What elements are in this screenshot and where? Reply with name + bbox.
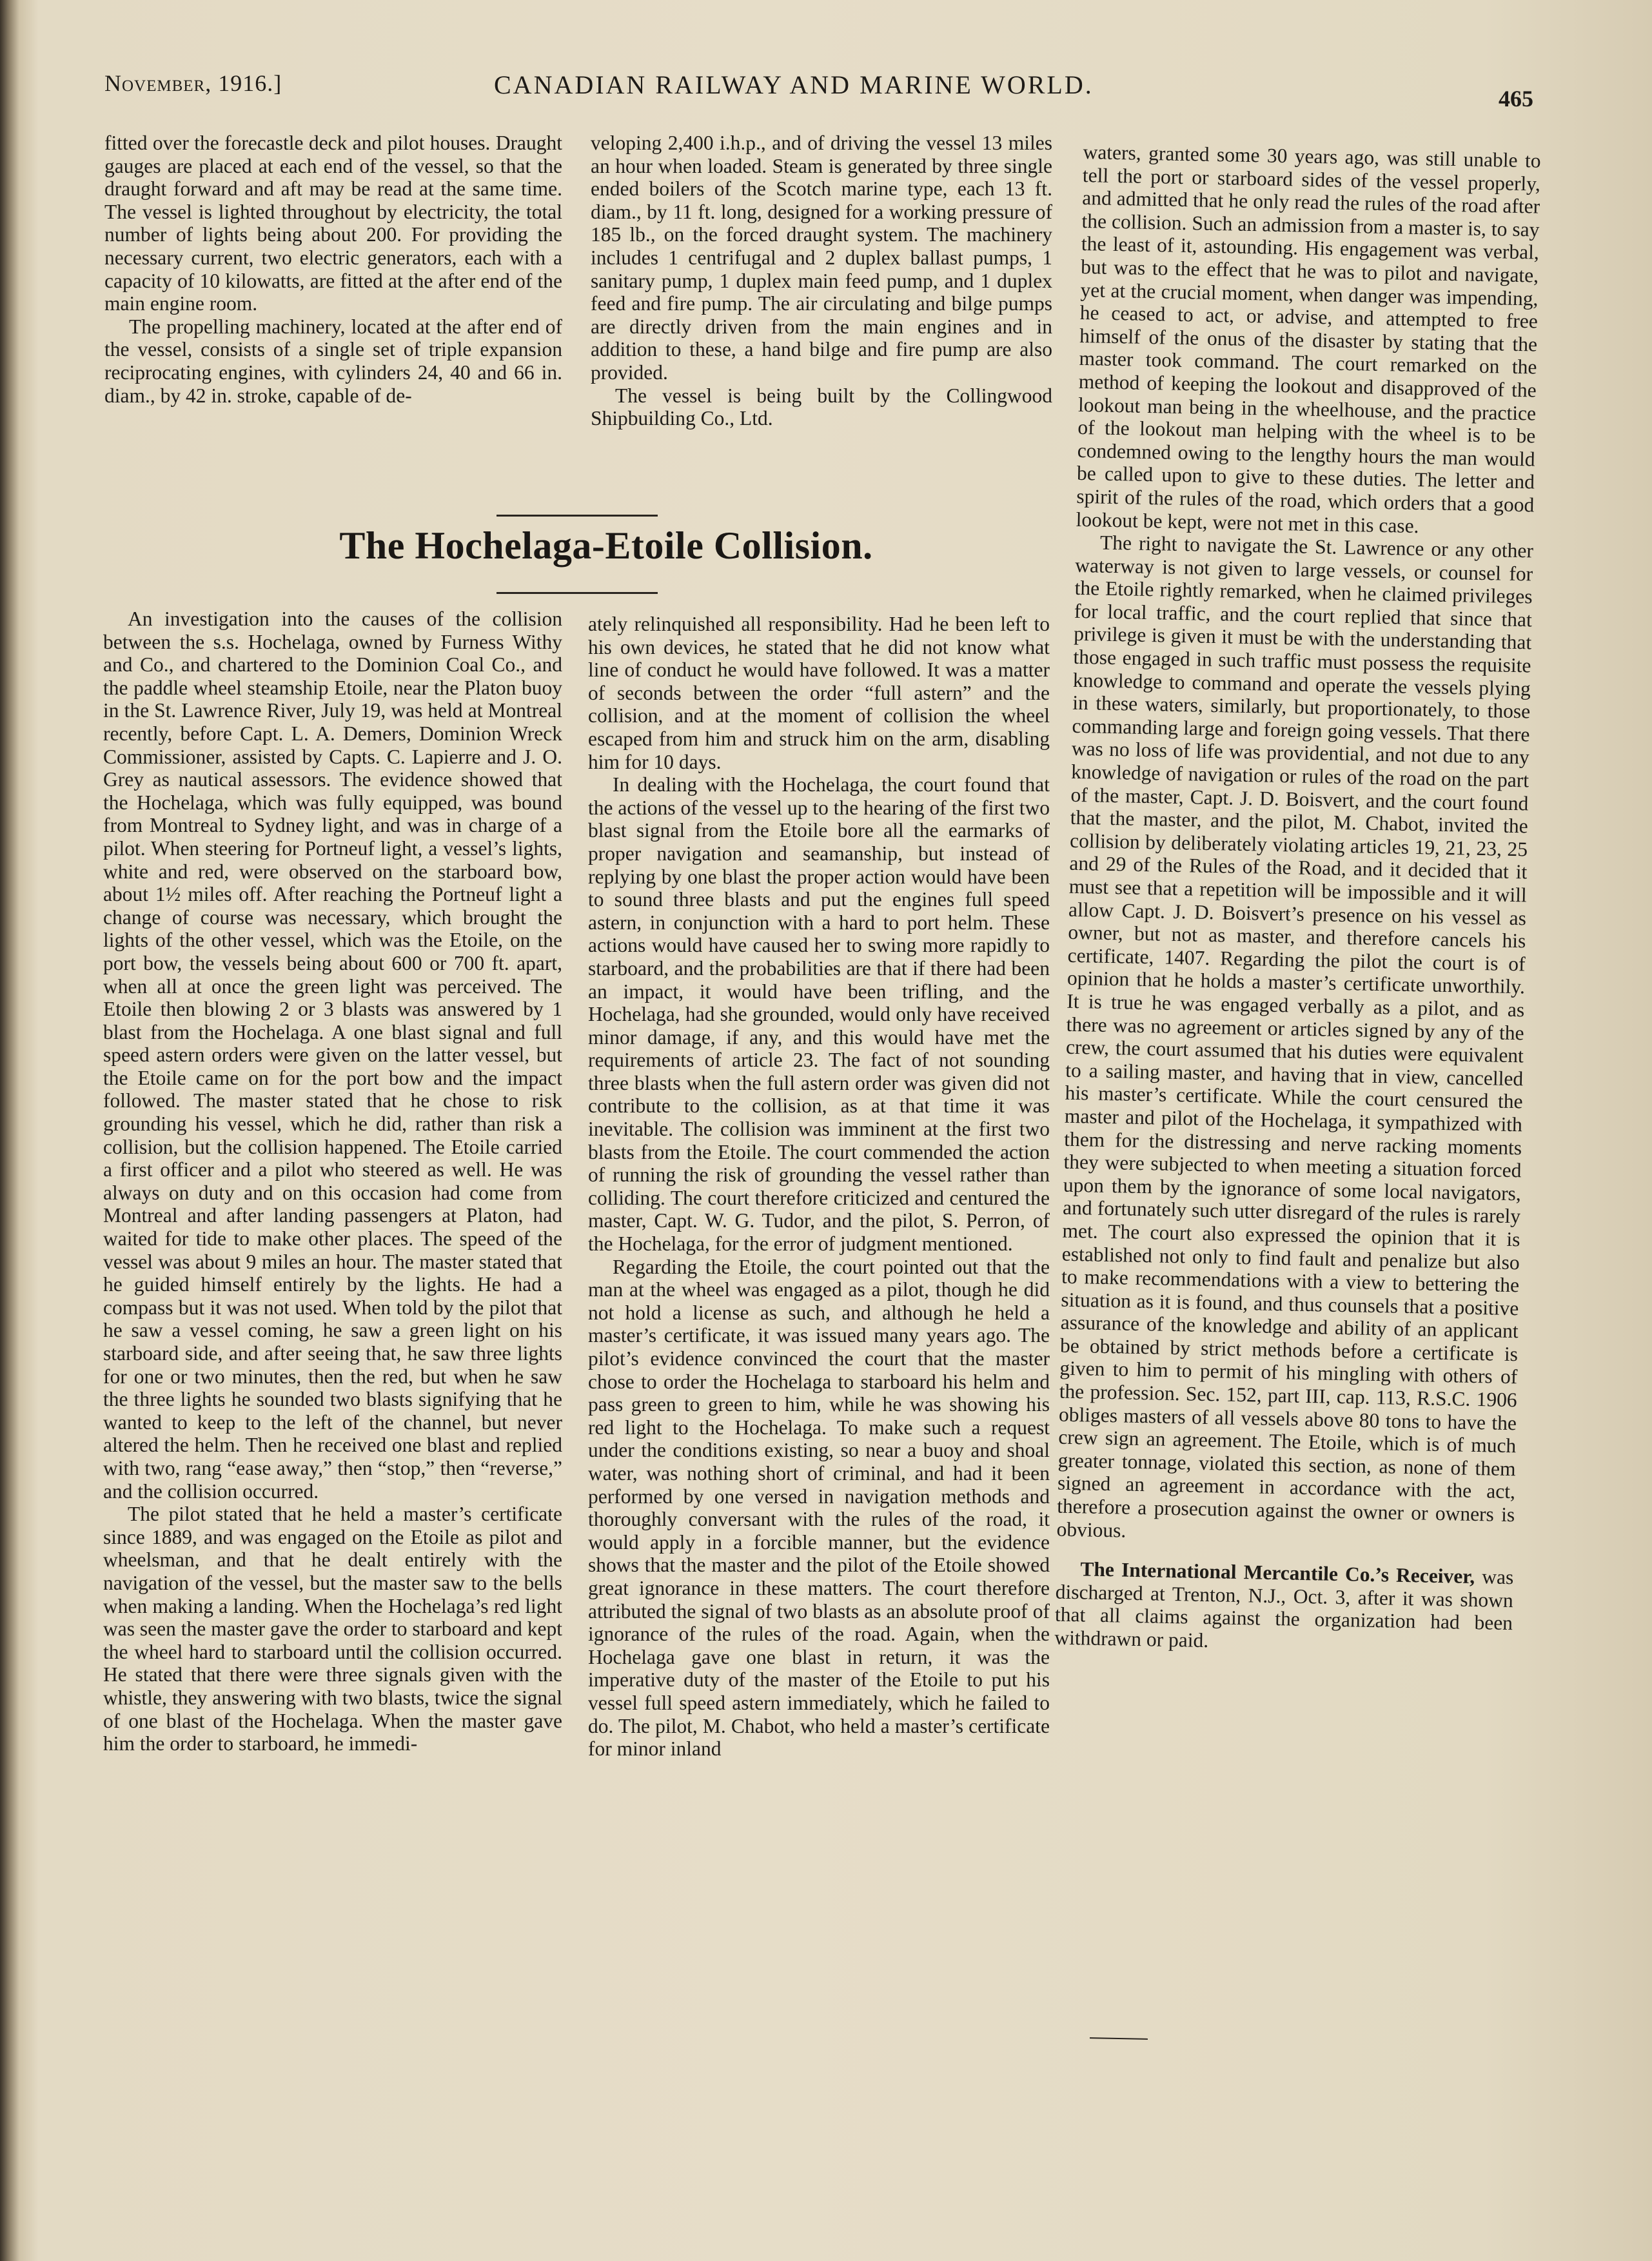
news-brief-text: was discharged at Trenton, N.J., Oct. 3, after it was shown that all claims against the organization had been withdrawn or paid. bbox=[1054, 1565, 1514, 1652]
paragraph: The propelling machinery, located at the after end of the vessel, consists of a single set of triple expansion reciprocating engines, with cylinders 24, 40 and 66 in. diam., by 42 in. stroke, capable of de- bbox=[104, 315, 562, 407]
paragraph: An investigation into the causes of the collision between the s.s. Hochelaga, owned by Furness Withy and Co., and chartered to the Dominion Coal Co., and the paddle wheel steamship Etoile, near the Platon buoy in the St. Lawrence River, July 19, was held at Montreal recently, before Capt. L. A. Demers, Dominion Wreck Commissioner, assisted by Capts. C. Lapierre and J. O. Grey as nautical assessors. The evidence showed that the Hochelaga, which was fully equipped, was bound from Montreal to Sydney light, and was in charge of a pilot. When steering for Portneuf light, a vessel’s lights, white and red, were observed on the starboard bow, about 1½ miles off. After reaching the Portneuf light a change of course was necessary, which brought the lights of the other vessel, which was the Etoile, on the port bow, the vessels being about 600 or 700 ft. apart, when all at once the green light was perceived. The Etoile then blowing 2 or 3 blasts was answered by 1 blast from the Hochelaga. A one blast signal and full speed astern orders were given on the latter vessel, but the Etoile came on for the port bow and the impact followed. The master stated that he chose to risk grounding his vessel, which he did, rather than risk a collision, but the collision happened. The Etoile carried a first officer and a pilot who steered as well. He was always on duty and on this occasion had come from Montreal and after landing passengers at Platon, had waited for tide to make other places. The speed of the vessel was about 9 miles an hour. The master stated that he guided himself entirely by the lights. He had a compass but it was not used. When told by the pilot that he saw a vessel coming, he saw a green light on his starboard side, and after seeing that, he saw three lights for one or two minutes, then the red, but when he saw the three lights he sounded two blasts signifying that he wanted to keep to the left of the channel, but never altered the helm. Then he received one blast and replied with two, rang “ease away,” then “stop,” then “reverse,” and the collision occurred. bbox=[103, 607, 562, 1503]
journal-title: CANADIAN RAILWAY AND MARINE WORLD. bbox=[494, 70, 1094, 99]
page-number: 465 bbox=[1499, 86, 1533, 112]
paragraph: The right to navigate the St. Lawrence or any other waterway is not given to large vessels, or counsel for the Etoile rightly remarked, when he claimed privileges for local traffic, and the court replied that since that privilege is given it must be with the understanding that those engaged in such traffic must possess the requisite knowledge to command and operate the vessels plying in these waters, similarly, but proportionately, to those commanding large and foreign going vessels. That there was no loss of life was providential, and not due to any knowledge of navigation or rules of the road on the part of the master, Capt. J. D. Boisvert, and the court found that the master, and the pilot, M. Chabot, invited the collision by deliberately violating articles 19, 21, 23, 25 and 29 of the Rules of the Road, and it decided that it must see that a repetition will be impossible and it will allow Capt. J. D. Boisvert’s presence on his vessel as owner, but not as master, and therefore cancels his certificate, 1407. Regarding the pilot the court is of opinion that he holds a master’s certificate unworthily. It is true he was engaged verbally as a pilot, and as there was no agreement or articles signed by any of the crew, the court assumed that his duties were equivalent to a sailing master, and having that in view, cancelled his master’s certificate. While the court censured the master and pilot of the Hochelaga, it sympathized with them for the distressing and nerve racking moments they were subjected to when meeting a situation forced upon them by the ignorance of some local navigators, and fortunately such utter disregard of the rules is rarely met. The court also expressed the opinion that it is established not only to find fault and penalize but also to make recommendations with a view to bettering the situation as it is found, and thus counsels that a positive assurance of the knowledge and ability of an applicant be obtained by strict methods before a certificate is given to him to permit of his mingling with others of the profession. Sec. 152, part III, cap. 113, R.S.C. 1906 obliges masters of all vessels above 80 tons to have the crew sign an agreement. The Etoile, which is of much greater tonnage, violated this section, as none of them signed an agreement in accordance with the act, therefore a prosecution against the owner or owners is obvious. bbox=[1056, 531, 1534, 1542]
title-rule-bottom bbox=[497, 592, 658, 594]
paragraph: waters, granted some 30 years ago, was still unable to tell the port or starboard sides of the vessel properly, and admitted that he only read the rules of the road after the collision. Such an admission from a master is, to say the least of it, astounding. His engagement was verbal, but was to the effect that he was to pilot and navigate, yet at the crucial moment, when danger was impending, he ceased to act, or advise, and attempted to free himself of the onus of the disaster by stating that the master took command. The court remarked on the method of keeping the lookout and disapproved of the lookout man being in the wheelhouse, and the practice of the lookout man helping with the wheel is to be condemned owing to the lengthy hours the man would be called upon to give to these duties. The letter and spirit of the rules of the road, which orders that a good lookout be kept, were not met in this case. bbox=[1076, 141, 1541, 537]
article-title: The Hochelaga-Etoile Collision. bbox=[339, 524, 873, 567]
paragraph: In dealing with the Hochelaga, the court found that the actions of the vessel up to the hearing of the first two blast signal from the Etoile bore all the earmarks of proper navigation and seamanship, but instead of replying by one blast the proper action would have been to sound three blasts and put the engines full speed astern, in conjunction with a hard to port helm. These actions would have caused her to swing more rapidly to starboard, and the probabilities are that if there had been an impact, it would have been trifling, and the Hochelaga, had she grounded, would only have received minor damage, if any, and this would have met the requirements of article 23. The fact of not sounding three blasts when the full astern order was given did not contribute to the collision, as at that time it was inevitable. The collision was imminent at the first two blasts from the Etoile. The court commended the action of running the risk of grounding the vessel rather than colliding. The court therefore criticized and centured the master, Capt. W. G. Tudor, and the pilot, S. Perron, of the Hochelaga, for the error of judgment mentioned. bbox=[588, 773, 1050, 1256]
prev-article-column-2 bbox=[591, 132, 1052, 430]
brief-separator-rule bbox=[1090, 2037, 1148, 2040]
paragraph: The vessel is being built by the Collingwood Shipbuilding Co., Ltd. bbox=[591, 384, 1052, 430]
news-brief-lead: The International Mercantile Co.’s Receiver, bbox=[1080, 1557, 1475, 1588]
news-brief bbox=[1054, 1557, 1514, 1658]
paragraph: fitted over the forecastle deck and pilot houses. Draught gauges are placed at each end of the vessel, so that the draught forward and aft may be read at the same time. The vessel is lighted throughout by electricity, the total number of lights being about 200. For providing the necessary current, two electric generators, each with a capacity of 10 kilowatts, are fitted at the after end of the main engine room. bbox=[104, 132, 562, 315]
issue-date: November, 1916.] bbox=[104, 70, 282, 96]
prev-article-column-1 bbox=[104, 132, 562, 407]
title-rule-top bbox=[497, 515, 658, 517]
article-column-3 bbox=[1054, 141, 1541, 1658]
article-column-2 bbox=[588, 613, 1050, 1761]
paragraph: veloping 2,400 i.h.p., and of driving the vessel 13 miles an hour when loaded. Steam is generated by three single ended boilers of the Scotch marine type, each 13 ft. diam., by 11 ft. long, designed for a working pressure of 185 lb., on the forced draught system. The machinery includes 1 centrifugal and 2 duplex ballast pumps, 1 sanitary pump, 1 duplex main feed pump, and 1 duplex feed and fire pump. The air circulating and bilge pumps are directly driven from the main engines and in addition to these, a hand bilge and fire pump are also provided. bbox=[591, 132, 1052, 384]
paragraph: The pilot stated that he held a master’s certificate since 1889, and was engaged on the Etoile as pilot and wheelsman, and that he dealt entirely with the navigation of the vessel, but the master saw to the bells when making a landing. When the Hochelaga’s red light was seen the master gave the order to starboard and kept the wheel hard to starboard until the collision occurred. He stated that there were three signals given with the whistle, they answering with two blasts, twice the signal of one blast of the Hochelaga. When the master gave him the order to starboard, he immedi- bbox=[103, 1503, 562, 1755]
article-column-1 bbox=[103, 607, 562, 1755]
paragraph: Regarding the Etoile, the court pointed out that the man at the wheel was engaged as a pilot, though he did not hold a license as such, and although he held a master’s certificate, it was issued many years ago. The pilot’s evidence convinced the court that the master chose to order the Hochelaga to starboard his helm and pass green to green to him, while he was showing his red light to the Hochelaga. To make such a request under the conditions existing, so near a buoy and shoal water, was nothing short of criminal, and had it been performed by one versed in navigation methods and thoroughly conversant with the rules of the road, it would apply in a forcible manner, but the evidence shows that the master and the pilot of the Etoile showed great ignorance in these matters. The court therefore attributed the signal of two blasts as an absolute proof of ignorance of the rules of the road. Again, when the Hochelaga gave one blast in return, it was the imperative duty of the master of the Etoile to put his vessel full speed astern immediately, which he failed to do. The pilot, M. Chabot, who held a master’s certificate for minor inland bbox=[588, 1255, 1050, 1761]
paragraph: ately relinquished all responsibility. Had he been left to his own devices, he stated that he did not know what line of conduct he would have followed. It was a matter of seconds between the order “full astern” and the collision, and at the moment of collision the wheel escaped from him and struck him on the arm, disabling him for 10 days. bbox=[588, 613, 1050, 773]
